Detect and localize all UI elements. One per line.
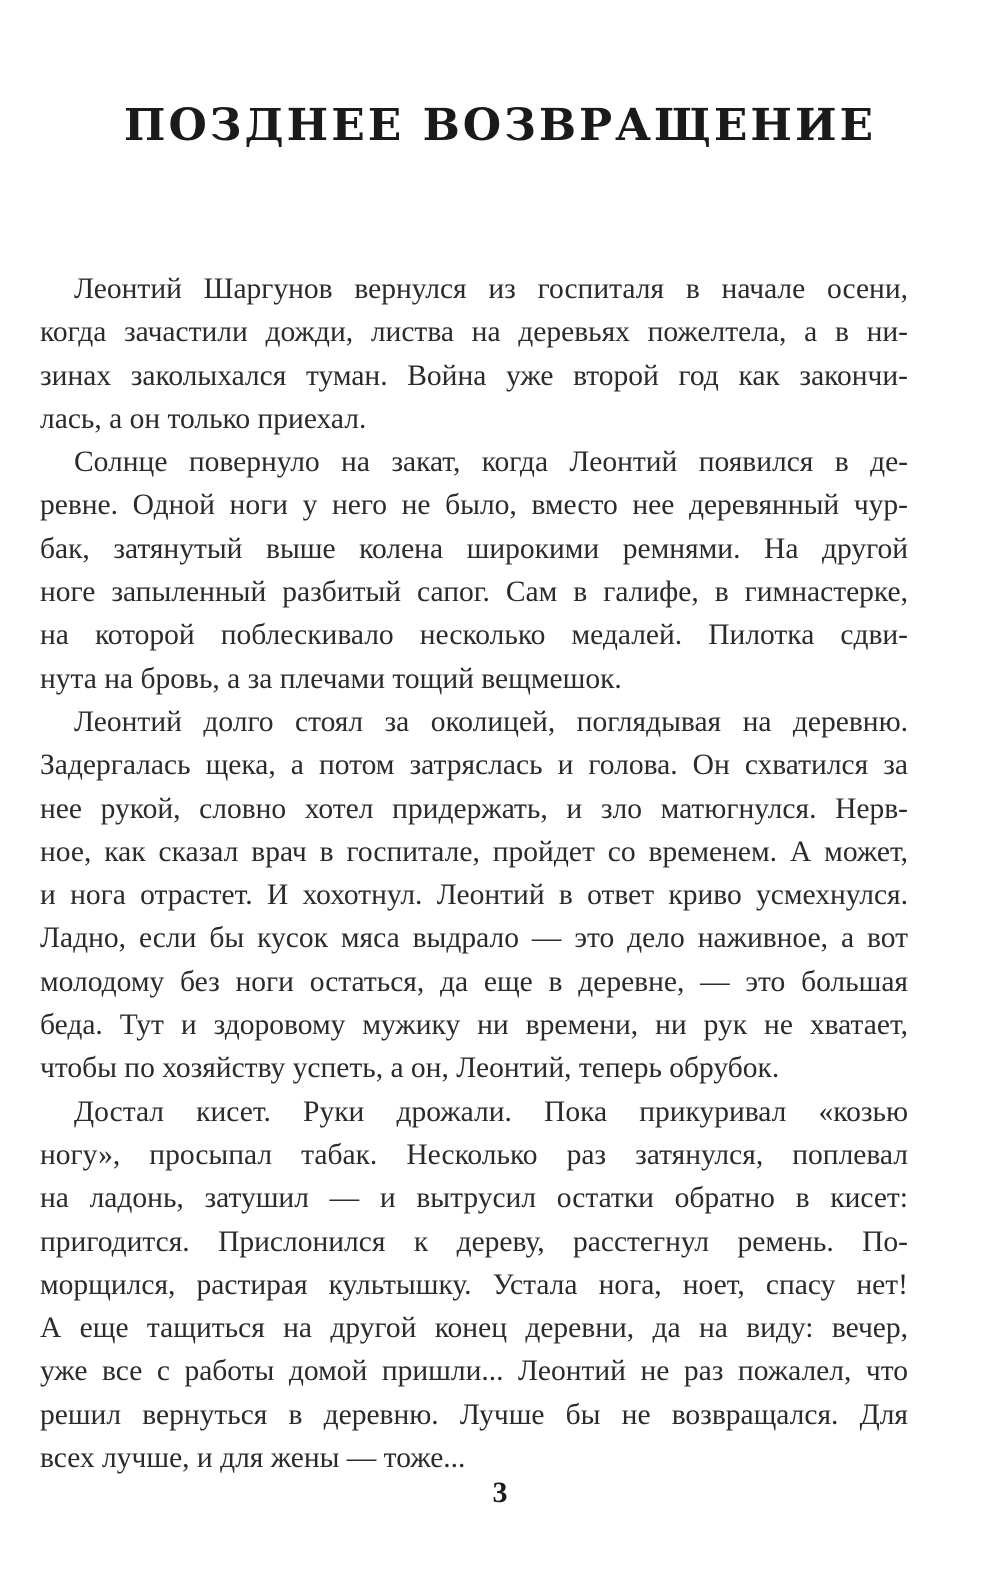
page-number: 3	[492, 1476, 508, 1509]
text-line: Ладно, если бы кусок мяса выдрало — это дело наживное, а вот	[40, 922, 908, 955]
text-line: беда. Тут и здоровому мужику ни времени, ни рук не хватает,	[40, 1009, 908, 1042]
paragraph	[40, 1091, 908, 1481]
text-line: бак, затянутый выше колена широкими ремнями. На другой	[40, 532, 908, 565]
text-line: ное, как сказал врач в госпитале, пройдет со временем. А может,	[40, 835, 908, 868]
text-line: лась, а он только приехал.	[40, 402, 367, 435]
text-line: Солнце повернуло на закат, когда Леонтий появился в де-	[74, 446, 908, 479]
text-line: Задергалась щека, а потом затряслась и голова. Он схватился за	[40, 749, 908, 782]
text-line: морщился, растирая культышку. Устала нога, ноет, спасу нет!	[40, 1268, 908, 1301]
text-line: и нога отрастет. И хохотнул. Леонтий в ответ криво усмехнулся.	[40, 879, 908, 912]
text-line: Леонтий долго стоял за околицей, поглядывая на деревню.	[74, 705, 908, 738]
text-line: нута на бровь, а за плечами тощий вещмешок.	[40, 662, 622, 695]
text-line: уже все с работы домой пришли... Леонтий не раз пожалел, что	[40, 1355, 908, 1388]
text-line: ревне. Одной ноги у него не было, вместо нее деревянный чур-	[40, 489, 908, 522]
text-line: молодому без ноги остаться, да еще в деревне, — это большая	[40, 965, 908, 998]
text-line: чтобы по хозяйству успеть, а он, Леонтий, теперь обрубок.	[40, 1052, 780, 1085]
text-line: Достал кисет. Руки дрожали. Пока прикуривал «козью	[74, 1095, 908, 1128]
text-line: на которой поблескивало несколько медалей. Пилотка сдви-	[40, 619, 908, 652]
text-line: когда зачастили дожди, листва на деревьях пожелтела, а в ни-	[40, 316, 908, 349]
paragraph	[40, 268, 908, 441]
body-text	[40, 268, 908, 1480]
text-line: А еще тащиться на другой конец деревни, да на виду: вечер,	[40, 1312, 908, 1345]
text-line: ноге запыленный разбитый сапог. Сам в галифе, в гимнастерке,	[40, 576, 908, 609]
text-line: пригодится. Прислонился к дереву, расстегнул ремень. По-	[40, 1225, 908, 1258]
text-line: нее рукой, словно хотел придержать, и зло матюгнулся. Нерв-	[40, 792, 908, 825]
text-line: зинах заколыхался туман. Война уже второй год как закончи-	[40, 359, 908, 392]
paragraph	[40, 441, 908, 701]
text-line: на ладонь, затушил — и вытрусил остатки обратно в кисет:	[40, 1182, 908, 1215]
chapter-title: ПОЗДНЕЕ ВОЗВРАЩЕНИЕ	[123, 100, 877, 151]
text-line: всех лучше, и для жены — тоже...	[40, 1442, 466, 1475]
text-line: решил вернуться в деревню. Лучше бы не возвращался. Для	[40, 1398, 908, 1431]
paragraph	[40, 701, 908, 1091]
text-line: Леонтий Шаргунов вернулся из госпиталя в начале осени,	[74, 273, 908, 305]
text-line: ногу», просыпал табак. Несколько раз затянулся, поплевал	[40, 1138, 908, 1171]
